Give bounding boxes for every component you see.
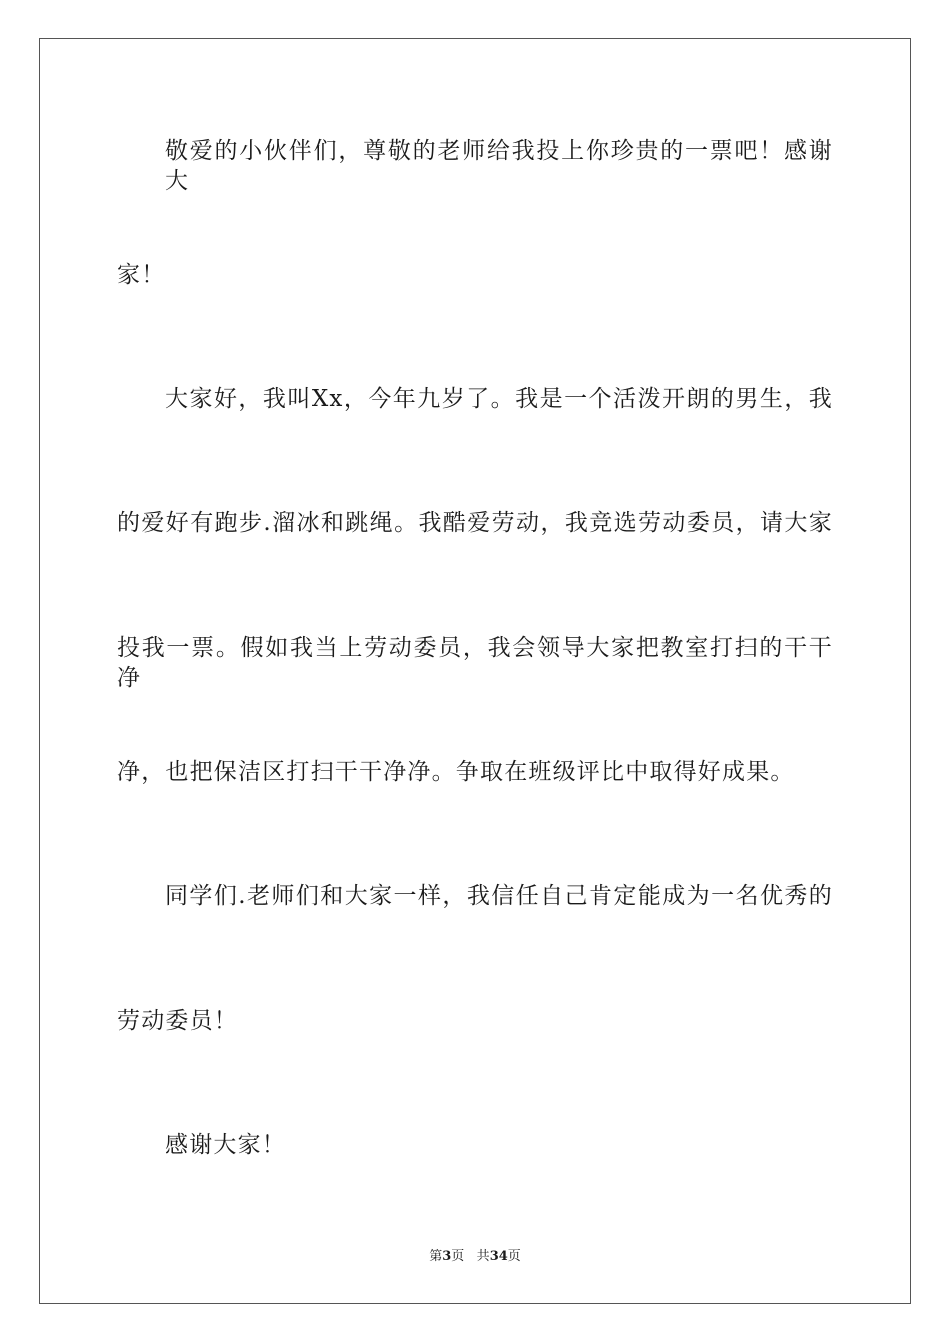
- paragraph-1-line-1: 敬爱的小伙伴们，尊敬的老师给我投上你珍贵的一票吧！感谢大: [165, 138, 833, 194]
- footer-page-prefix: 第: [429, 1249, 443, 1264]
- paragraph-4-line-1: 感谢大家！: [165, 1132, 286, 1158]
- paragraph-2-line-3: 投我一票。假如我当上劳动委员，我会领导大家把教室打扫的干干净: [117, 635, 833, 691]
- page-footer: [0, 1248, 950, 1266]
- paragraph-3-line-1: 同学们.老师们和大家一样，我信任自己肯定能成为一名优秀的: [165, 883, 833, 909]
- paragraph-1-line-2: 家！: [117, 262, 166, 288]
- footer-page-number: 3: [442, 1249, 452, 1264]
- paragraph-2-line-4: 净，也把保洁区打扫干干净净。争取在班级评比中取得好成果。: [117, 759, 795, 785]
- paragraph-2-line-2: 的爱好有跑步.溜冰和跳绳。我酷爱劳动，我竞选劳动委员，请大家: [117, 510, 833, 536]
- paragraph-2-line-1: 大家好，我叫Xx，今年九岁了。我是一个活泼开朗的男生，我: [165, 386, 833, 412]
- footer-total-suffix: 页: [507, 1249, 521, 1264]
- footer-total-prefix: 共: [476, 1249, 490, 1264]
- paragraph-3-line-2: 劳动委员！: [117, 1008, 238, 1034]
- footer-page-suffix: 页: [451, 1249, 465, 1264]
- footer-total-pages: 34: [489, 1249, 508, 1264]
